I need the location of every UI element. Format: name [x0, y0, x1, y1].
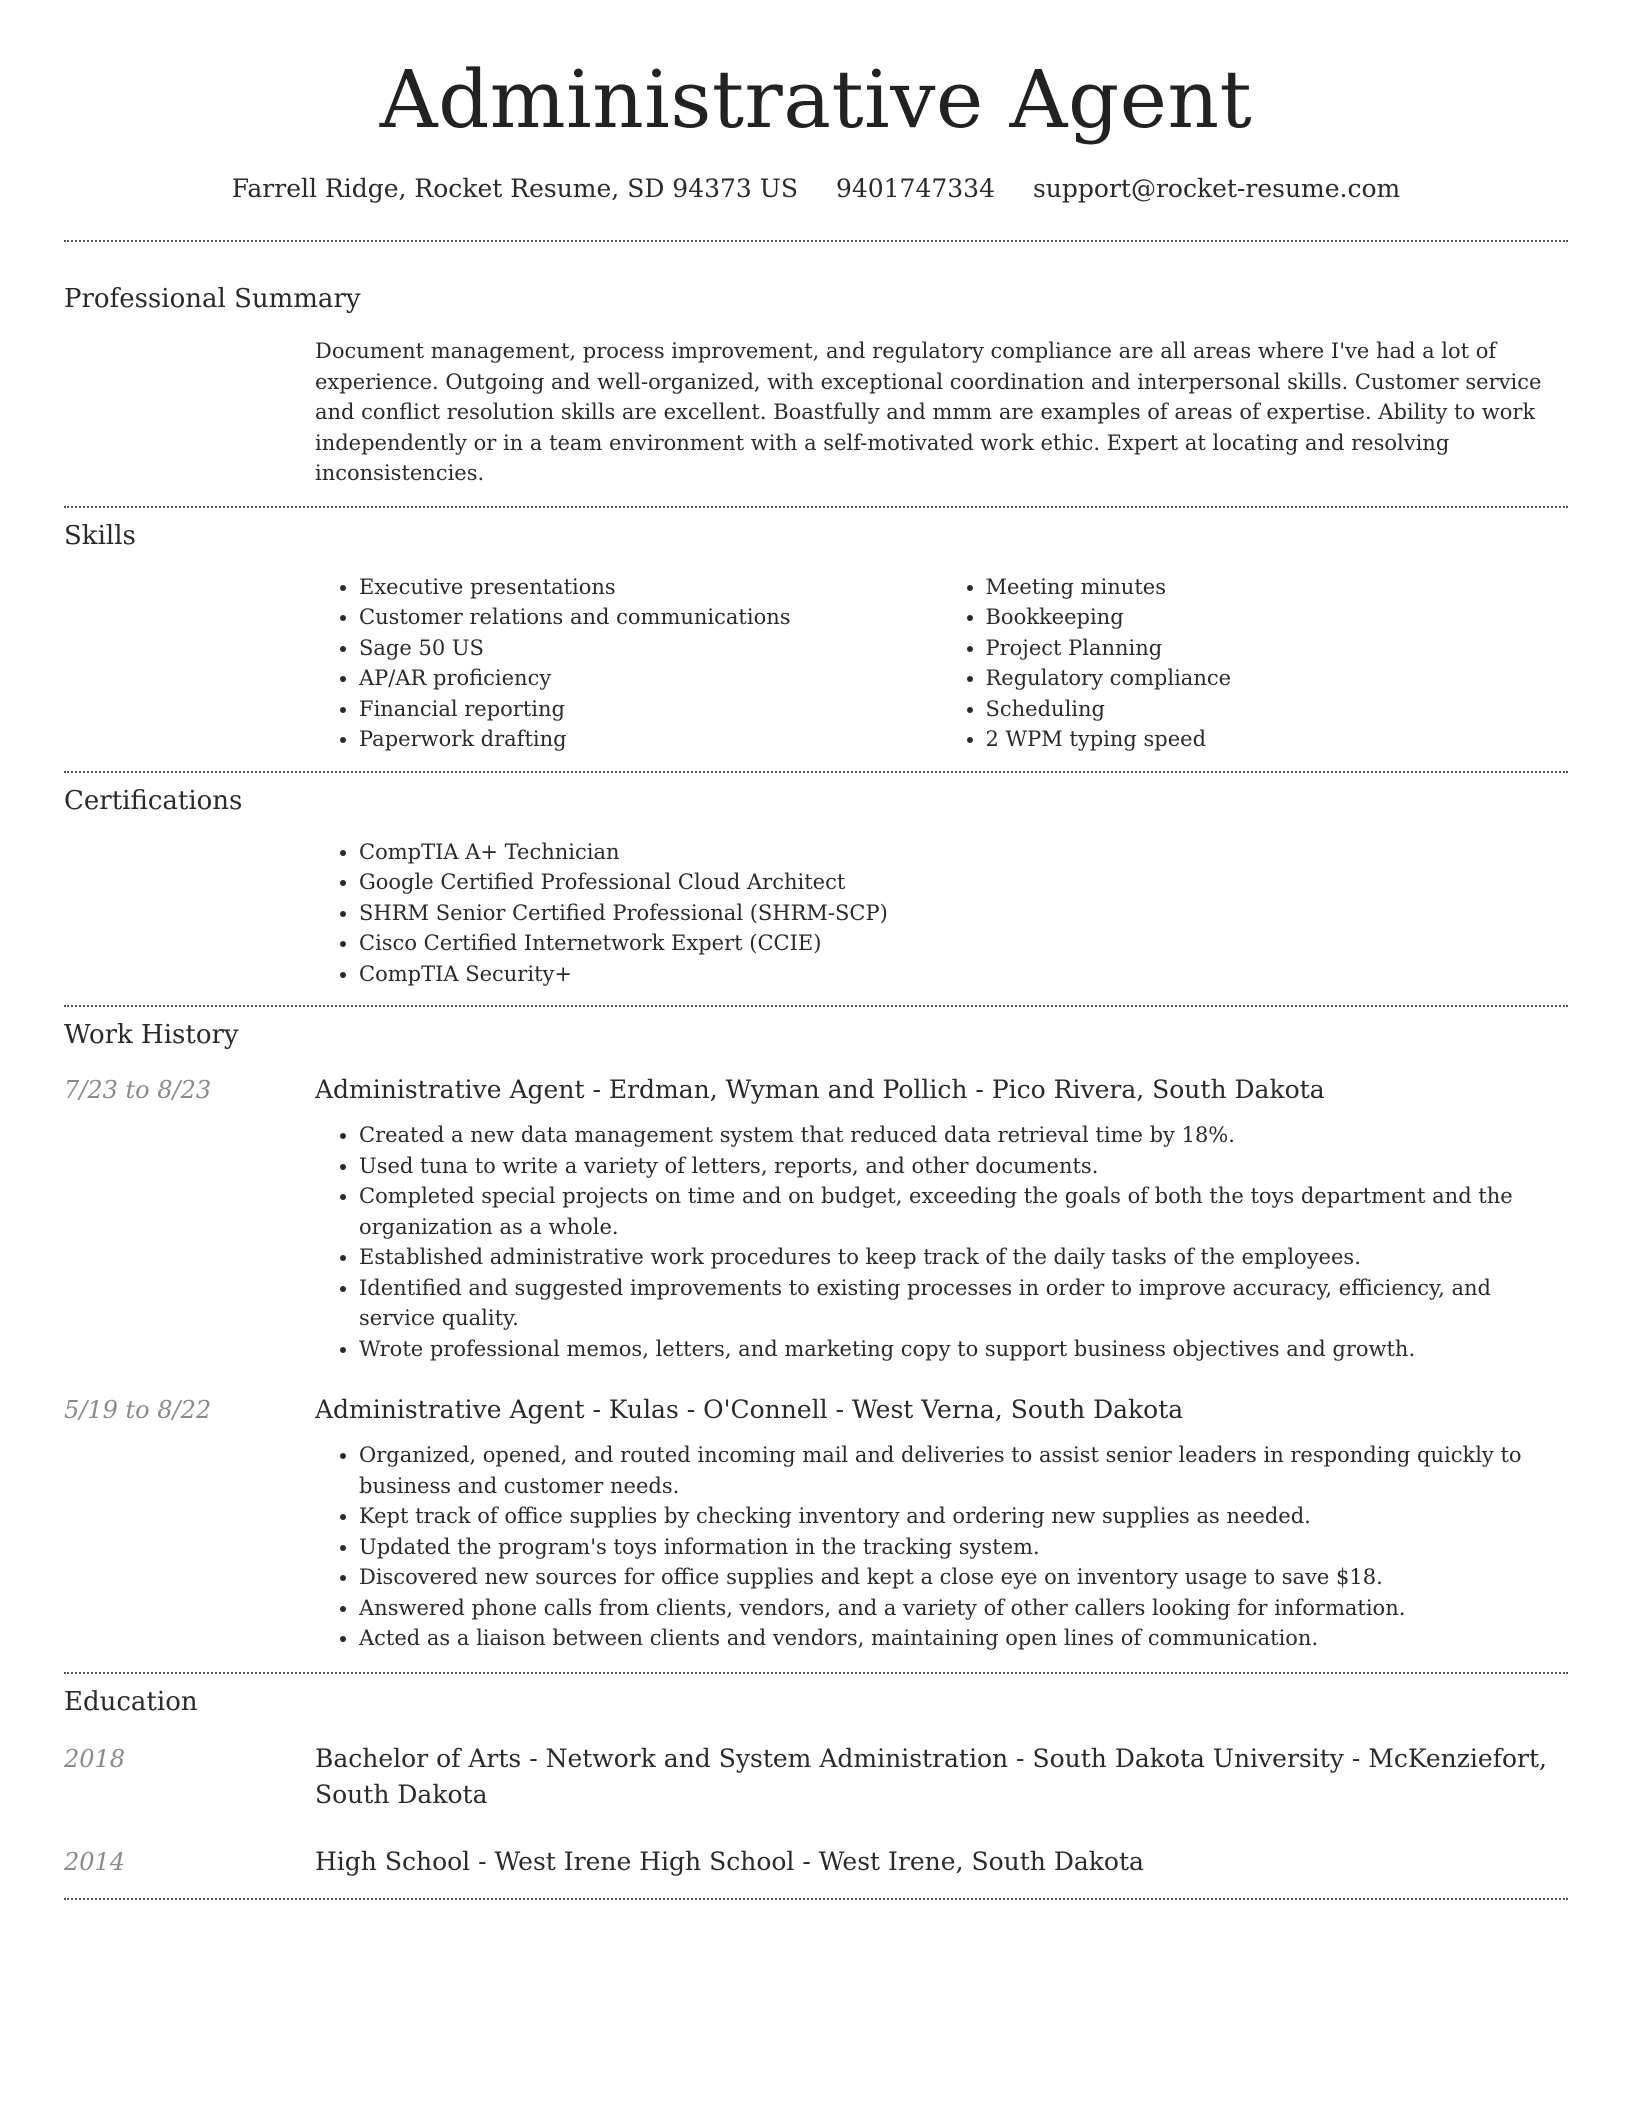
certification-item: • CompTIA A+ Technician — [359, 837, 1568, 868]
education-title: Bachelor of Arts - Network and System Administration - South Dakota University - McKenziefort, South Dakota — [315, 1743, 1547, 1809]
skill-item: • Meeting minutes — [986, 572, 1569, 603]
skill-item: • Scheduling — [986, 694, 1569, 725]
job-bullet: • Used tuna to write a variety of letters, reports, and other documents. — [359, 1151, 1568, 1182]
job-bullet: • Established administrative work procedures to keep track of the daily tasks of the employees. — [359, 1242, 1568, 1273]
education-entry — [64, 1844, 1568, 1880]
contact-address: Farrell Ridge, Rocket Resume, SD 94373 US — [231, 174, 798, 203]
education-title: High School - West Irene High School - West Irene, South Dakota — [315, 1846, 1144, 1876]
job-bullet: • Acted as a liaison between clients and vendors, maintaining open lines of communication. — [359, 1623, 1568, 1654]
job-bullet: • Created a new data management system that reduced data retrieval time by 18%. — [359, 1120, 1568, 1151]
job-entry — [64, 1392, 1568, 1654]
resume-header — [64, 0, 1568, 206]
education-entry — [64, 1741, 1568, 1813]
education-year: 2018 — [64, 1744, 126, 1773]
job-dates: 5/19 to 8/22 — [64, 1396, 212, 1424]
education-year: 2014 — [64, 1847, 126, 1876]
skill-item: • Regulatory compliance — [986, 663, 1569, 694]
job-bullet: • Completed special projects on time and on budget, exceeding the goals of both the toys department and the organization as a whole. — [359, 1181, 1568, 1242]
job-bullet: • Discovered new sources for office supplies and kept a close eye on inventory usage to save $18. — [359, 1562, 1568, 1593]
candidate-name: Administrative Agent — [379, 53, 1253, 146]
skill-item: • Paperwork drafting — [359, 724, 942, 755]
section-title-education: Education — [64, 1686, 198, 1717]
certification-item: • SHRM Senior Certified Professional (SHRM-SCP) — [359, 898, 1568, 929]
job-bullet: • Kept track of office supplies by checking inventory and ordering new supplies as needed. — [359, 1501, 1568, 1532]
job-bullet: • Organized, opened, and routed incoming mail and deliveries to assist senior leaders in responding quickly to business and customer needs. — [359, 1440, 1568, 1501]
skill-item: • Customer relations and communications — [359, 602, 942, 633]
certification-item: • Google Certified Professional Cloud Architect — [359, 867, 1568, 898]
certification-item: • Cisco Certified Internetwork Expert (CCIE) — [359, 928, 1568, 959]
certifications-list — [315, 837, 1568, 990]
job-dates: 7/23 to 8/23 — [64, 1076, 212, 1104]
skill-item: • Financial reporting — [359, 694, 942, 725]
contact-line — [64, 172, 1568, 206]
job-title: Administrative Agent - Erdman, Wyman and Pollich - Pico Rivera, South Dakota — [315, 1075, 1325, 1104]
skills-list-right — [942, 572, 1569, 755]
job-bullet: • Updated the program's toys information in the tracking system. — [359, 1532, 1568, 1563]
section-title-summary: Professional Summary — [64, 284, 361, 314]
section-title-work: Work History — [64, 1020, 239, 1050]
job-bullet: • Identified and suggested improvements to existing processes in order to improve accuracy, efficiency, and service quality. — [359, 1273, 1568, 1334]
job-bullet: • Answered phone calls from clients, vendors, and a variety of other callers looking for information. — [359, 1593, 1568, 1624]
work-history-section — [64, 1007, 1568, 1654]
job-title: Administrative Agent - Kulas - O'Connell - West Verna, South Dakota — [315, 1395, 1184, 1424]
section-title-skills: Skills — [64, 520, 136, 551]
certifications-section — [64, 773, 1568, 990]
skill-item: • Bookkeeping — [986, 602, 1569, 633]
job-bullets — [315, 1120, 1568, 1364]
certification-item: • CompTIA Security+ — [359, 959, 1568, 990]
section-title-certifications: Certifications — [64, 785, 243, 816]
skills-section — [64, 508, 1568, 755]
job-bullets — [315, 1440, 1568, 1654]
skill-item: • Project Planning — [986, 633, 1569, 664]
skills-list-left — [315, 572, 942, 755]
contact-email: support@rocket-resume.com — [1032, 174, 1401, 203]
skill-item: • Sage 50 US — [359, 633, 942, 664]
job-bullet: • Wrote professional memos, letters, and marketing copy to support business objectives and growth. — [359, 1334, 1568, 1365]
divider — [64, 1898, 1568, 1900]
skill-item: • AP/AR proficiency — [359, 663, 942, 694]
summary-text: Document management, process improvement, and regulatory compliance are all areas where I've had a lot of experience. Outgoing and well-organized, with exceptional coordination and interpersonal skills. Customer service and conflict resolution skills are excellent. Boastfully and mmm are examples of areas of expertise. Ability to work independently or in a team environment with a self-motivated work ethic. Expert at locating and resolving inconsistencies. — [315, 339, 1542, 485]
resume-page — [64, 0, 1568, 1900]
skill-item: • 2 WPM typing speed — [986, 724, 1569, 755]
education-section — [64, 1674, 1568, 1880]
skill-item: • Executive presentations — [359, 572, 942, 603]
contact-phone: 9401747334 — [835, 174, 995, 203]
job-entry — [64, 1072, 1568, 1364]
summary-section — [64, 242, 1568, 489]
